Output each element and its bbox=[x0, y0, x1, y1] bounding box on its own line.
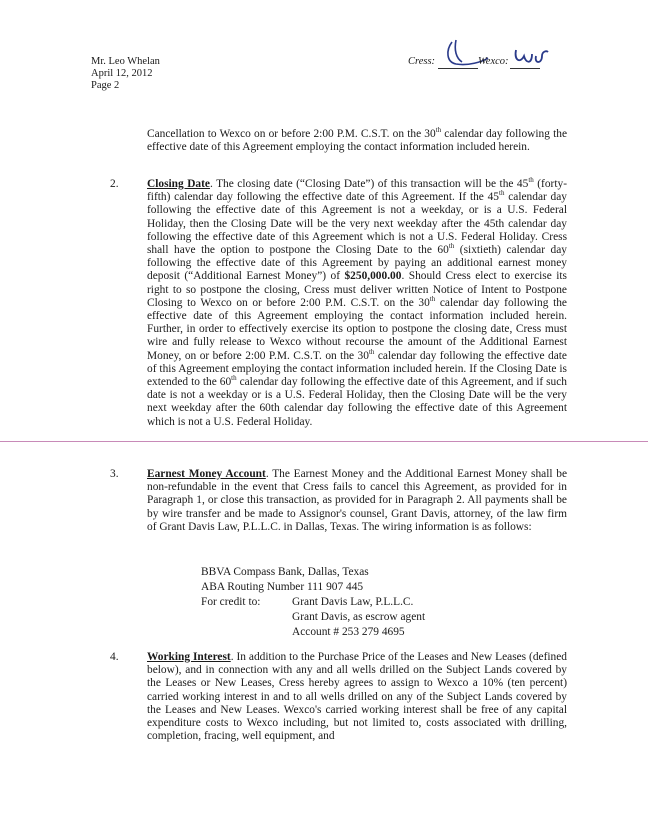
section-4-number: 4. bbox=[110, 651, 119, 663]
scan-artifact-line bbox=[0, 441, 648, 442]
wire-escrow-agent: Grant Davis, as escrow agent bbox=[292, 611, 426, 623]
wire-credit-name: Grant Davis Law, P.L.L.C. bbox=[292, 596, 414, 608]
page-number: Page 2 bbox=[91, 80, 120, 91]
section-2-closing-date: Closing Date. The closing date (“Closing Date”) of this transaction will be the 45th (forty-fifth) calendar day following the effective date of this Agreement. If the 45th calendar day following the effective date of this Agreement is not a weekday, or is a U.S. Federal Holiday, then the Closing Date will be the very next weekday after the 45th calendar day following the effective date of this Agreement which is not a U.S. Federal Holiday. Cress shall have the option to postpone the Closing Date to the 60th (sixtieth) calendar day following the effective date of this Agreement by paying an additional earnest money deposit (“Additional Earnest Money”) of $250,000.00. Should Cress elect to exercise its right to so postpone the closing, Cress must deliver written Notice of Intent to Postpone Closing to Wexco on or before 2:00 P.M. C.S.T. on the 30th calendar day following the effective date of this Agreement employing the contact information included herein. Further, in order to effectively exercise its option to postpone the closing date, Cress must wire and fully release to Wexco without recourse the amount of the Additional Earnest Money, on or before 2:00 P.M. C.S.T. on the 30th calendar day following the effective date of this Agreement employing the contact information included herein. If the Closing Date is extended to the 60th calendar day following the effective date of this Agreement, and if such date is not a weekday or is a U.S. Federal Holiday, then the Closing Date will be the very next weekday after the 60th calendar day following the effective date of this Agreement which is not a U.S. Federal Holiday. bbox=[147, 176, 568, 428]
section-3-heading: Earnest Money Account bbox=[147, 468, 266, 480]
section-4-heading: Working Interest bbox=[147, 651, 231, 663]
section-2-number: 2. bbox=[110, 178, 119, 190]
wexco-initials-line bbox=[510, 68, 540, 69]
paragraph-1-continuation: Cancellation to Wexco on or before 2:00 P.M. C.S.T. on the 30th calendar day following the effective date of this Agreement employing the contact information included herein. bbox=[147, 126, 567, 154]
wire-routing: ABA Routing Number 111 907 445 bbox=[201, 581, 364, 593]
wexco-initials-signature bbox=[512, 46, 552, 68]
initials-block bbox=[408, 36, 568, 76]
cress-initials-label: Cress: bbox=[408, 56, 436, 67]
section-3-number: 3. bbox=[110, 468, 119, 480]
wexco-initials-label: Wexco: bbox=[478, 56, 509, 67]
letter-header bbox=[91, 56, 160, 92]
section-3-earnest-money: Earnest Money Account. The Earnest Money and the Additional Earnest Money shall be non-refundable in the event that Cress fails to cancel this Agreement, as provided for in Paragraph 1, or close this transaction, as provided for in Paragraph 2. All payments shall be by wire transfer and be made to Assignor's counsel, Grant Davis, attorney, of the law firm of Grant Davis Law, P.L.L.C. in Dallas, Texas. The wiring information is as follows: bbox=[147, 468, 568, 533]
letter-date: April 12, 2012 bbox=[91, 68, 153, 79]
section-2-heading: Closing Date bbox=[147, 178, 210, 190]
wire-account-number: Account # 253 279 4695 bbox=[292, 626, 405, 638]
wire-credit-label: For credit to: bbox=[201, 596, 261, 608]
additional-earnest-amount: $250,000.00 bbox=[344, 270, 402, 283]
section-4-working-interest: Working Interest. In addition to the Purchase Price of the Leases and New Leases (defined below), and in connection with any and all wells drilled on the Subject Lands covered by the Leases or New Leases, Cress hereby agrees to assign to Wexco a 10% (ten percent) carried working interest in and to all wells drilled on any of the Subject Lands covered by the Leases and New Leases. Wexco's carried working interest shall be free of any capital expenditure costs to Wexco including, but not limited to, costs associated with drilling, completion, fracing, well equipment, and bbox=[147, 651, 567, 743]
wire-bank: BBVA Compass Bank, Dallas, Texas bbox=[201, 566, 369, 578]
recipient-name: Mr. Leo Whelan bbox=[91, 56, 160, 67]
